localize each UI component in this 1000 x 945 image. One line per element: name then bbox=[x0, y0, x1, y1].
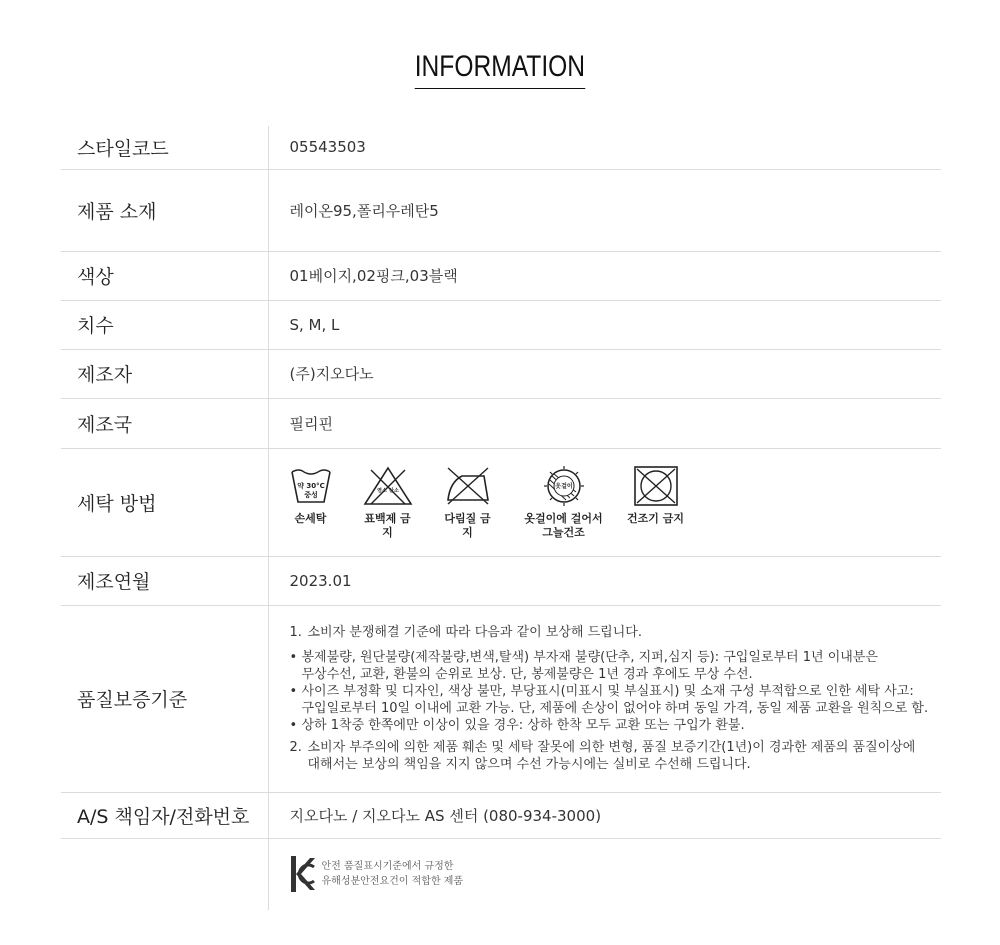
value-manufacturer: (주)지오다노 bbox=[268, 349, 941, 398]
value-kc bbox=[268, 838, 941, 910]
care-caption-hang-dry-2: 그늘건조 bbox=[542, 526, 585, 539]
warranty-item-1: 1. 소비자 분쟁해결 기준에 따라 다음과 같이 보상해 드립니다. bbox=[289, 625, 642, 640]
care-item-no-tumble-dry bbox=[626, 466, 686, 526]
label-manufacturer: 제조자 bbox=[61, 349, 268, 398]
warranty-bullet-1: • 봉제불량, 원단불량(제작불량,변색,탈색) 부자재 불량(단추, 지퍼,심지 등): 구입일로부터 1년 이내분은 무상수선, 교환, 환불의 순위로 보상. 단, 봉제불량은 1년 경과 후에도 무상 수선. bbox=[289, 650, 878, 682]
row-date bbox=[61, 556, 941, 605]
svg-text:옷걸이: 옷걸이 bbox=[554, 483, 573, 490]
row-care bbox=[61, 448, 941, 556]
page-title: INFORMATION bbox=[415, 50, 585, 89]
kc-text: 안전 품질표시기준에서 규정한 유해성분안전요건이 적합한 제품 bbox=[321, 861, 464, 888]
hand-wash-icon bbox=[290, 466, 332, 506]
value-size: S, M, L bbox=[268, 300, 941, 349]
value-date: 2023.01 bbox=[268, 556, 941, 605]
row-kc bbox=[61, 838, 941, 910]
care-item-no-bleach bbox=[360, 466, 416, 540]
row-warranty bbox=[61, 605, 941, 792]
hang-dry-shade-icon bbox=[541, 466, 587, 506]
label-material: 제품 소재 bbox=[61, 169, 268, 251]
warranty-bullet-3: • 상하 1착중 한쪽에만 이상이 있을 경우: 상하 한착 모두 교환 또는 구입가 환불. bbox=[289, 718, 745, 733]
care-item-hang-dry bbox=[524, 466, 604, 540]
care-caption-hand-wash: 손세탁 bbox=[294, 512, 327, 525]
value-color: 01베이지,02핑크,03블랙 bbox=[268, 251, 941, 300]
label-country: 제조국 bbox=[61, 398, 268, 448]
no-iron-icon bbox=[444, 466, 492, 506]
title-wrap bbox=[0, 50, 1000, 89]
row-country bbox=[61, 398, 941, 448]
svg-text:산소: 산소 bbox=[388, 488, 399, 494]
care-item-hand-wash bbox=[290, 466, 332, 526]
care-item-no-iron bbox=[440, 466, 496, 540]
label-date: 제조연월 bbox=[61, 556, 268, 605]
svg-text:약 30°C: 약 30°C bbox=[296, 482, 325, 490]
svg-text:중성: 중성 bbox=[303, 491, 318, 499]
label-care: 세탁 방법 bbox=[61, 448, 268, 556]
label-size: 치수 bbox=[61, 300, 268, 349]
warranty-notes bbox=[290, 624, 941, 773]
value-style-code: 05543503 bbox=[268, 126, 941, 169]
kc-mark-block bbox=[290, 855, 941, 893]
care-caption-no-iron: 다림질 금지 bbox=[444, 512, 491, 539]
label-kc-empty bbox=[61, 838, 268, 910]
care-caption-no-bleach: 표백제 금지 bbox=[364, 512, 411, 539]
row-as bbox=[61, 792, 941, 838]
no-bleach-icon bbox=[363, 466, 413, 506]
warranty-bullet-2: • 사이즈 부정확 및 디자인, 색상 불만, 부당표시(미표시 및 부실표시) 및 소재 구성 부적합으로 인한 세탁 사고: 구입일로부터 10일 이내에 교환 가능. 단, 제품에 손상이 없어야 하며 동일 가격, 동일 제품 교환을 원칙으로 함. bbox=[289, 684, 929, 716]
care-caption-no-tumble-dry: 건조기 금지 bbox=[627, 512, 684, 525]
value-material: 레이온95,폴리우레탄5 bbox=[268, 169, 941, 251]
value-country: 필리핀 bbox=[268, 398, 941, 448]
label-style-code: 스타일코드 bbox=[61, 126, 268, 169]
care-icons bbox=[290, 466, 941, 540]
label-as: A/S 책임자/전화번호 bbox=[61, 792, 268, 838]
value-warranty bbox=[268, 605, 941, 792]
row-material bbox=[61, 169, 941, 251]
row-size bbox=[61, 300, 941, 349]
label-color: 색상 bbox=[61, 251, 268, 300]
row-manufacturer bbox=[61, 349, 941, 398]
warranty-item-2: 2. 소비자 부주의에 의한 제품 훼손 및 세탁 잘못에 의한 변형, 품질 보증기간(1년)이 경과한 제품의 품질이상에 대해서는 보상의 책임을 지지 않으며 수선 가능시에는 실비로 수선해 드립니다. bbox=[289, 740, 916, 772]
info-table bbox=[61, 126, 941, 910]
label-warranty: 품질보증기준 bbox=[61, 605, 268, 792]
svg-text:염소: 염소 bbox=[376, 488, 387, 494]
care-caption-hang-dry-1: 옷걸이에 걸어서 bbox=[524, 512, 603, 525]
no-tumble-dry-icon bbox=[633, 466, 679, 506]
row-color bbox=[61, 251, 941, 300]
row-style-code bbox=[61, 126, 941, 169]
value-care bbox=[268, 448, 941, 556]
value-as: 지오다노 / 지오다노 AS 센터 (080-934-3000) bbox=[268, 792, 941, 838]
kc-certification-icon bbox=[290, 855, 316, 893]
